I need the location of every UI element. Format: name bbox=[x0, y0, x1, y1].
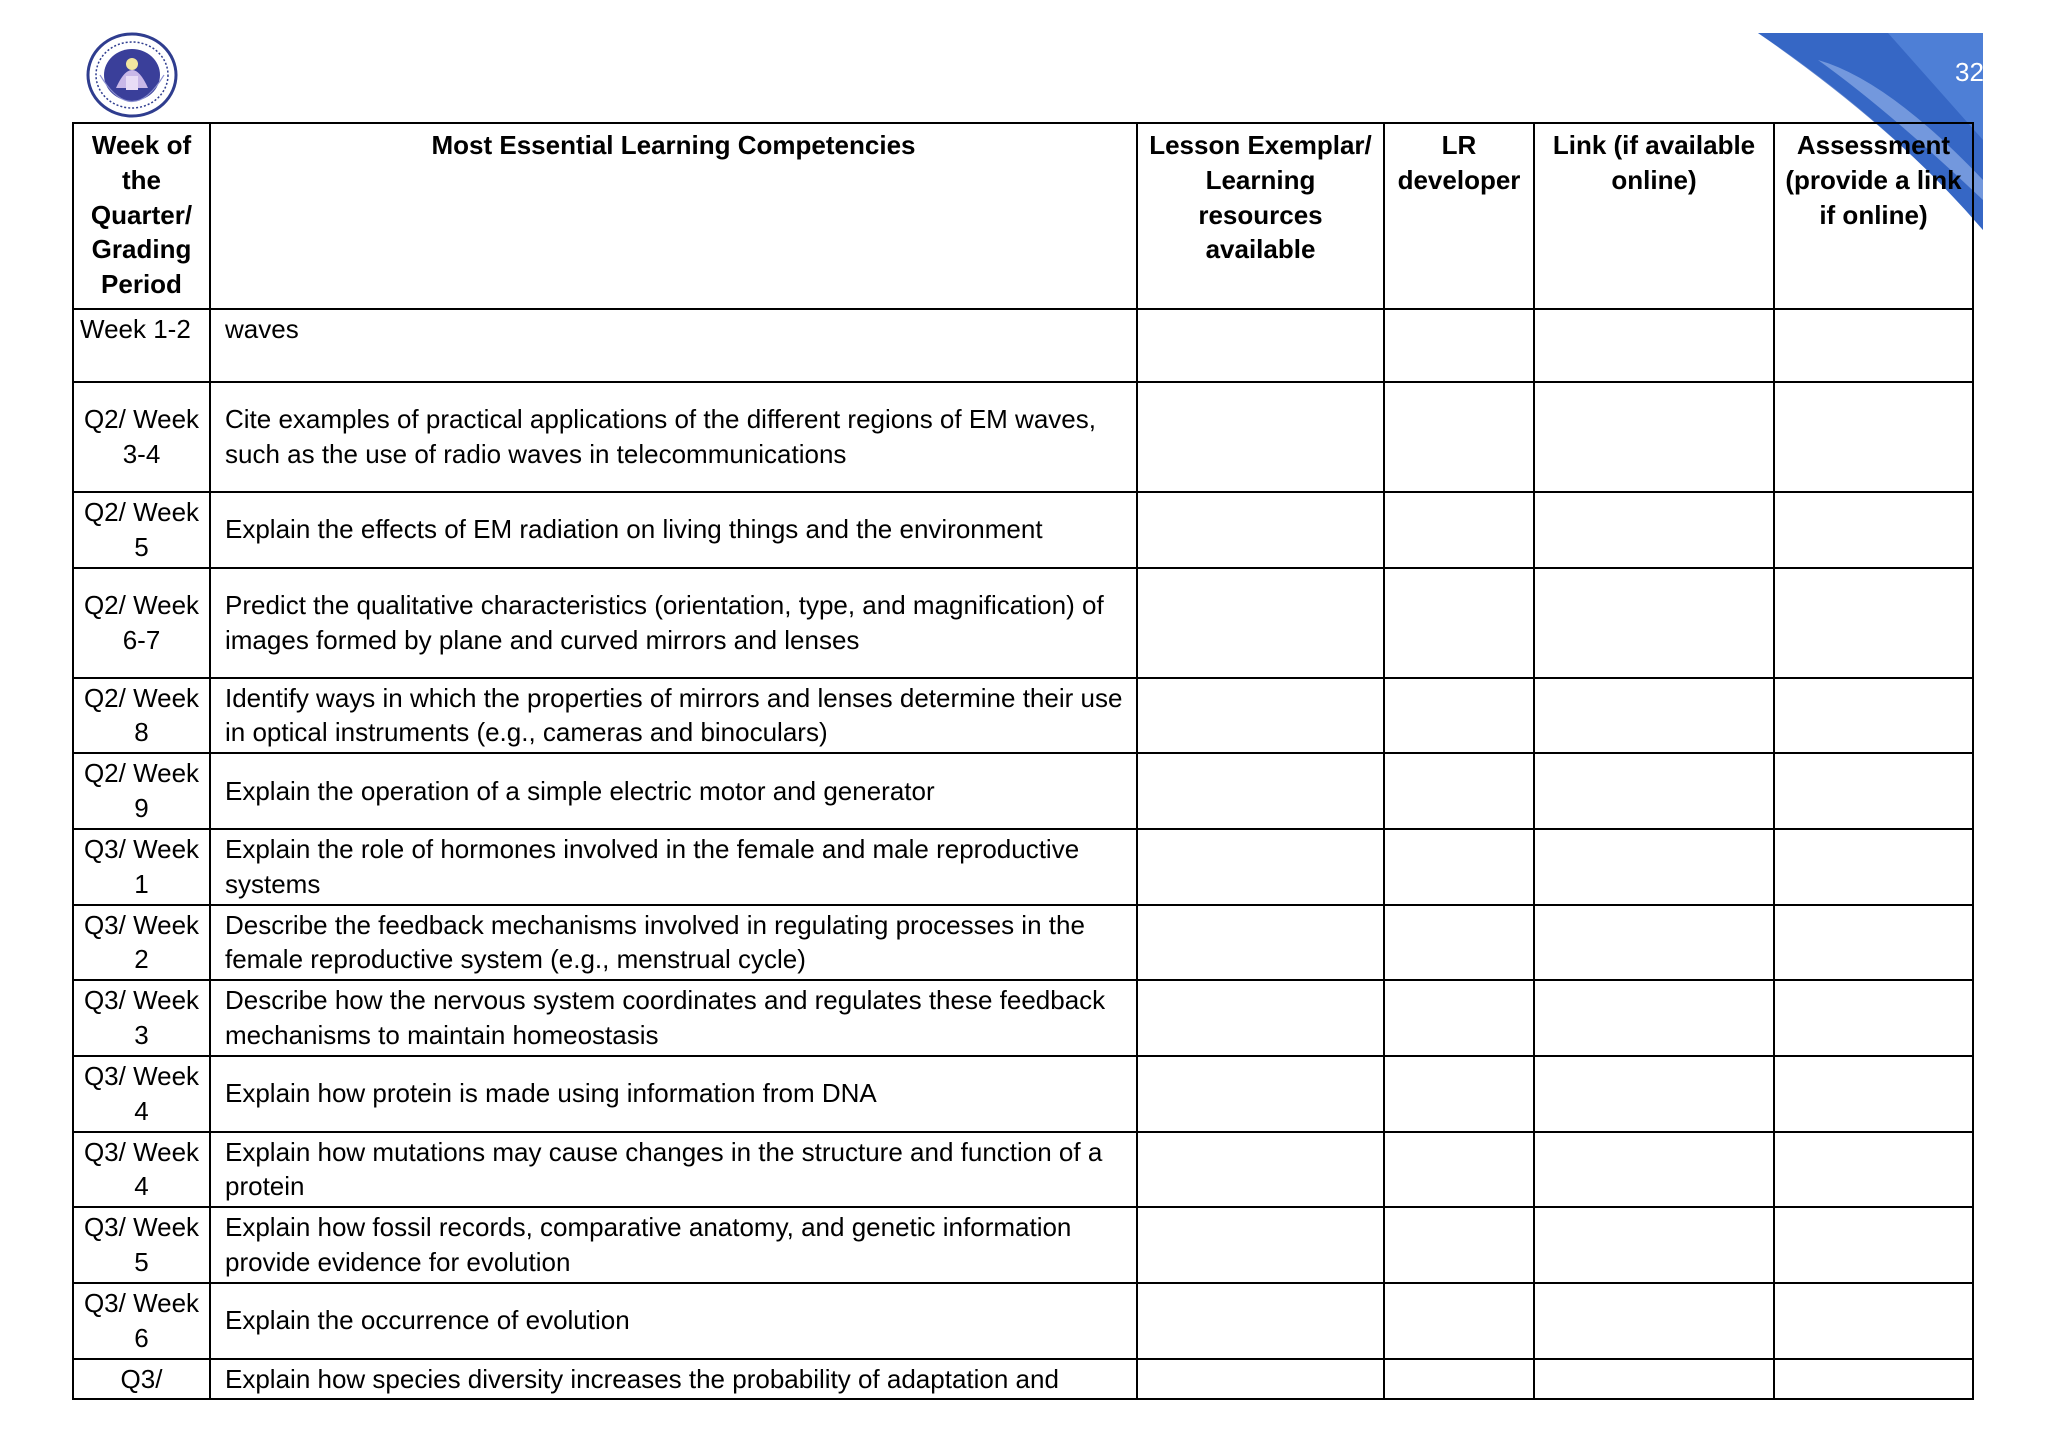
competency-cell: Explain the effects of EM radiation on living things and the environment bbox=[210, 492, 1137, 568]
lr-developer-cell bbox=[1384, 568, 1534, 678]
competency-cell: Explain the occurrence of evolution bbox=[210, 1283, 1137, 1359]
assessment-cell bbox=[1774, 1359, 1973, 1400]
lesson-cell bbox=[1137, 309, 1384, 382]
lesson-cell bbox=[1137, 1359, 1384, 1400]
competency-cell: Explain how mutations may cause changes in the structure and function of a protein bbox=[210, 1132, 1137, 1208]
table-row bbox=[73, 309, 1973, 382]
lesson-cell bbox=[1137, 753, 1384, 829]
link-cell bbox=[1534, 568, 1774, 678]
lr-developer-cell bbox=[1384, 905, 1534, 981]
table-row bbox=[73, 905, 1973, 981]
week-cell: Q2/ Week 6-7 bbox=[73, 568, 210, 678]
assessment-cell bbox=[1774, 829, 1973, 905]
assessment-cell bbox=[1774, 1132, 1973, 1208]
week-cell: Q2/ Week 8 bbox=[73, 678, 210, 754]
link-cell bbox=[1534, 829, 1774, 905]
deped-seal-icon bbox=[86, 32, 178, 118]
competency-cell: Explain how species diversity increases the probability of adaptation and bbox=[210, 1359, 1137, 1400]
link-cell bbox=[1534, 753, 1774, 829]
competency-cell: Explain how fossil records, comparative anatomy, and genetic information provide evidence for evolution bbox=[210, 1207, 1137, 1283]
assessment-cell bbox=[1774, 382, 1973, 492]
header-lesson-exemplar: Lesson Exemplar/ Learning resources available bbox=[1137, 123, 1384, 309]
link-cell bbox=[1534, 678, 1774, 754]
link-cell bbox=[1534, 309, 1774, 382]
competency-cell: waves bbox=[210, 309, 1137, 382]
competency-cell: Explain the operation of a simple electric motor and generator bbox=[210, 753, 1137, 829]
link-cell bbox=[1534, 492, 1774, 568]
table-row bbox=[73, 829, 1973, 905]
header-week: Week of the Quarter/ Grading Period bbox=[73, 123, 210, 309]
lr-developer-cell bbox=[1384, 1283, 1534, 1359]
lesson-cell bbox=[1137, 980, 1384, 1056]
page-number: 328 bbox=[1955, 57, 1999, 87]
lr-developer-cell bbox=[1384, 382, 1534, 492]
competency-cell: Predict the qualitative characteristics (orientation, type, and magnification) of images formed by plane and curved mirrors and lenses bbox=[210, 568, 1137, 678]
lr-developer-cell bbox=[1384, 753, 1534, 829]
lr-developer-cell bbox=[1384, 309, 1534, 382]
week-cell: Q3/ Week 2 bbox=[73, 905, 210, 981]
table-row bbox=[73, 492, 1973, 568]
lesson-cell bbox=[1137, 1056, 1384, 1132]
week-cell: Q3/ Week 1 bbox=[73, 829, 210, 905]
competency-cell: Explain how protein is made using information from DNA bbox=[210, 1056, 1137, 1132]
week-cell: Week 1-2 bbox=[73, 309, 210, 382]
table-row bbox=[73, 753, 1973, 829]
table-row bbox=[73, 1283, 1973, 1359]
table-header-row bbox=[73, 123, 1973, 309]
lr-developer-cell bbox=[1384, 678, 1534, 754]
competency-cell: Identify ways in which the properties of mirrors and lenses determine their use in optical instruments (e.g., cameras and binoculars) bbox=[210, 678, 1137, 754]
table-row bbox=[73, 382, 1973, 492]
lr-developer-cell bbox=[1384, 492, 1534, 568]
link-cell bbox=[1534, 1207, 1774, 1283]
assessment-cell bbox=[1774, 980, 1973, 1056]
link-cell bbox=[1534, 382, 1774, 492]
week-cell: Q3/ Week 6 bbox=[73, 1283, 210, 1359]
lesson-cell bbox=[1137, 905, 1384, 981]
lr-developer-cell bbox=[1384, 980, 1534, 1056]
lr-developer-cell bbox=[1384, 829, 1534, 905]
link-cell bbox=[1534, 1283, 1774, 1359]
mel-table bbox=[72, 122, 1974, 1400]
header-assessment: Assessment (provide a link if online) bbox=[1774, 123, 1973, 309]
assessment-cell bbox=[1774, 568, 1973, 678]
week-cell: Q2/ Week 5 bbox=[73, 492, 210, 568]
week-cell: Q3/ bbox=[73, 1359, 210, 1400]
link-cell bbox=[1534, 1359, 1774, 1400]
competency-cell: Cite examples of practical applications of the different regions of EM waves, such as the use of radio waves in telecommunications bbox=[210, 382, 1137, 492]
lesson-cell bbox=[1137, 492, 1384, 568]
week-cell: Q2/ Week 9 bbox=[73, 753, 210, 829]
lesson-cell bbox=[1137, 1132, 1384, 1208]
week-cell: Q3/ Week 4 bbox=[73, 1132, 210, 1208]
lr-developer-cell bbox=[1384, 1056, 1534, 1132]
lesson-cell bbox=[1137, 678, 1384, 754]
header-link: Link (if available online) bbox=[1534, 123, 1774, 309]
table-row bbox=[73, 1359, 1973, 1400]
week-cell: Q3/ Week 5 bbox=[73, 1207, 210, 1283]
header-lr-developer: LR developer bbox=[1384, 123, 1534, 309]
competency-cell: Describe the feedback mechanisms involved in regulating processes in the female reproductive system (e.g., menstrual cycle) bbox=[210, 905, 1137, 981]
header-competencies: Most Essential Learning Competencies bbox=[210, 123, 1137, 309]
assessment-cell bbox=[1774, 1283, 1973, 1359]
assessment-cell bbox=[1774, 678, 1973, 754]
lr-developer-cell bbox=[1384, 1207, 1534, 1283]
lesson-cell bbox=[1137, 568, 1384, 678]
table-row bbox=[73, 980, 1973, 1056]
lr-developer-cell bbox=[1384, 1132, 1534, 1208]
assessment-cell bbox=[1774, 1056, 1973, 1132]
table-row bbox=[73, 678, 1973, 754]
assessment-cell bbox=[1774, 1207, 1973, 1283]
assessment-cell bbox=[1774, 492, 1973, 568]
lesson-cell bbox=[1137, 829, 1384, 905]
assessment-cell bbox=[1774, 905, 1973, 981]
lesson-cell bbox=[1137, 382, 1384, 492]
table-row bbox=[73, 1056, 1973, 1132]
table-row bbox=[73, 1207, 1973, 1283]
link-cell bbox=[1534, 1132, 1774, 1208]
week-cell: Q3/ Week 3 bbox=[73, 980, 210, 1056]
table-row bbox=[73, 568, 1973, 678]
assessment-cell bbox=[1774, 753, 1973, 829]
table-row bbox=[73, 1132, 1973, 1208]
week-cell: Q3/ Week 4 bbox=[73, 1056, 210, 1132]
week-cell: Q2/ Week 3-4 bbox=[73, 382, 210, 492]
lesson-cell bbox=[1137, 1283, 1384, 1359]
lesson-cell bbox=[1137, 1207, 1384, 1283]
competency-cell: Explain the role of hormones involved in the female and male reproductive systems bbox=[210, 829, 1137, 905]
lr-developer-cell bbox=[1384, 1359, 1534, 1400]
assessment-cell bbox=[1774, 309, 1973, 382]
link-cell bbox=[1534, 905, 1774, 981]
link-cell bbox=[1534, 1056, 1774, 1132]
competency-cell: Describe how the nervous system coordinates and regulates these feedback mechanisms to maintain homeostasis bbox=[210, 980, 1137, 1056]
link-cell bbox=[1534, 980, 1774, 1056]
